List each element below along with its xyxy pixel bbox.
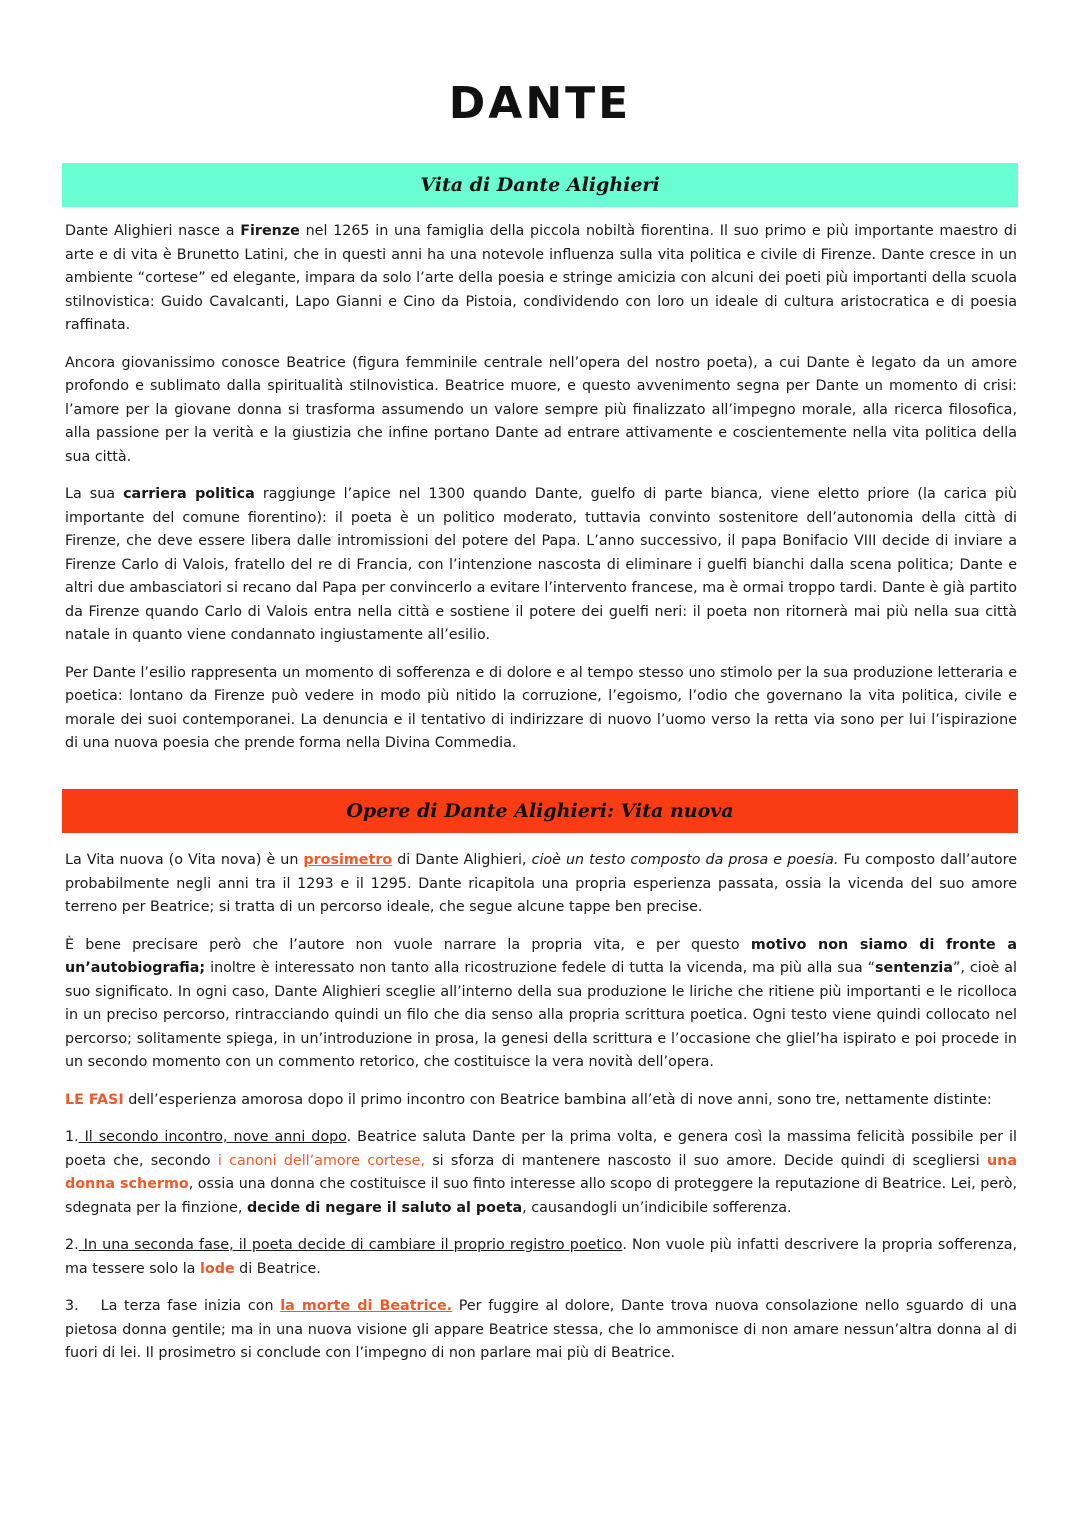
phase-item: 3. La terza fase inizia con la morte di Beatrice. Per fuggire al dolore, Dante trova nuova consolazione nello sguardo di una pietosa donna gentile; ma in una nuova visione gli appare Beatrice stessa, che lo ammonisce di non amare nessun’altra donna al di fuori di lei. Il prosimetro si conclude con l’impegno di non parlare mai più di Beatrice. xyxy=(65,1298,1017,1361)
paragraph: La sua carriera politica raggiunge l’apice nel 1300 quando Dante, guelfo di parte bianca, viene eletto priore (la carica più importante del comune fiorentino): il poeta è un politico moderato, tuttavia convinto sostenitore dell’autonomia della città di Firenze, che deve essere libera dalle intromissioni del potere del Papa. L’anno successivo, il papa Bonifacio VIII decide di inviare a Firenze Carlo di Valois, fratello del re di Francia, con l’intenzione nascosta di eliminare i guelfi bianchi dalla scena politica; Dante e altri due ambasciatori si recano dal Papa per convincerlo a evitare l’intervento francese, ma è ormai troppo tardi. Dante è già partito da Firenze quando Carlo di Valois entra nella città e sostiene il potere dei guelfi neri: il poeta non ritornerà mai più nella sua città natale in quanto viene condannato ingiustamente all’esilio. xyxy=(65,486,1017,643)
section-banner-opere xyxy=(62,789,1018,833)
page-title: DANTE xyxy=(448,78,632,129)
section-banner-vita xyxy=(62,163,1018,207)
paragraph: LE FASI dell’esperienza amorosa dopo il primo incontro con Beatrice bambina all’età di nove anni, sono tre, nettamente distinte: xyxy=(65,1091,992,1108)
section-heading-vita: Vita di Dante Alighieri xyxy=(420,174,660,196)
paragraph: Ancora giovanissimo conosce Beatrice (figura femminile centrale nell’opera del nostro poeta), a cui Dante è legato da un amore profondo e sublimato dalla spiritualità stilnovistica. Beatrice muore, e questo avvenimento segna per Dante un momento di crisi: l’amore per la giovane donna si trasforma assumendo un valore sempre più finalizzato all’impegno morale, alla ricerca filosofica, alla passione per la verità e la giustizia che infine portano Dante ad entrare attivamente e coscientemente nella vita politica della sua città. xyxy=(65,354,1017,465)
paragraph: È bene precisare però che l’autore non vuole narrare la propria vita, e per questo motivo non siamo di fronte a un’autobiografia; inoltre è interessato non tanto alla ricostruzione fedele di tutta la vicenda, ma più alla sua “sentenzia”, cioè al suo significato. In ogni caso, Dante Alighieri sceglie all’interno della sua produzione le liriche che ritiene più importanti e le ricolloca in un preciso percorso, rintracciando quindi un filo che dia senso alla propria scrittura poetica. Ogni testo viene quindi collocato nel percorso; solitamente spiega, in un’introduzione in prosa, la genesi della scrittura e l’occasione che gliel’ha ispirato e poi procede in un secondo momento con un commento retorico, che costituisce la vera novità dell’opera. xyxy=(65,936,1017,1070)
phase-item: 1. Il secondo incontro, nove anni dopo. Beatrice saluta Dante per la prima volta, e genera così la massima felicità possibile per il poeta che, secondo i canoni dell’amore cortese, si sforza di mantenere nascosto il suo amore. Decide quindi di scegliersi una donna schermo, ossia una donna che costituisce il suo finto interesse allo scopo di proteggere la reputazione di Beatrice. Lei, però, sdegnata per la finzione, decide di negare il saluto al poeta, causandogli un’indicibile sofferenza. xyxy=(65,1129,1018,1216)
section-opere-body xyxy=(65,849,1017,1380)
paragraph: Dante Alighieri nasce a Firenze nel 1265 in una famiglia della piccola nobiltà fiorentina. Il suo primo e più importante maestro di arte e di vita è Brunetto Latini, che in questi anni ha una notevole influenza sulla vita politica e civile di Firenze. Dante cresce in un ambiente “cortese” ed elegante, impara da solo l’arte della poesia e stringe amicizia con alcuni dei poeti più importanti della scuola stilnovistica: Guido Cavalcanti, Lapo Gianni e Cino da Pistoia, condividendo con loro un ideale di cultura aristocratica e di poesia raffinata. xyxy=(65,223,1017,333)
paragraph: Per Dante l’esilio rappresenta un momento di sofferenza e di dolore e al tempo stesso uno stimolo per la sua produzione letteraria e poetica: lontano da Firenze può vedere in modo più nitido la corruzione, l’egoismo, l’odio che governano la vita politica, civile e morale dei suoi contemporanei. La denuncia e il tentativo di indirizzare di nuovo l’uomo verso la retta via sono per lui l’ispirazione di una nuova poesia che prende forma nella Divina Commedia. xyxy=(65,664,1017,751)
phase-item: 2. In una seconda fase, il poeta decide di cambiare il proprio registro poetico. Non vuole più infatti descrivere la propria sofferenza, ma tessere solo la lode di Beatrice. xyxy=(65,1237,1017,1277)
section-vita-body xyxy=(65,220,1017,770)
paragraph: La Vita nuova (o Vita nova) è un prosimetro di Dante Alighieri, cioè un testo composto da prosa e poesia. Fu composto dall’autore probabilmente negli anni tra il 1293 e il 1295. Dante ricapitola una propria esperienza passata, ossia la vicenda del suo amore terreno per Beatrice; si tratta di un percorso ideale, che segue alcune tappe ben precise. xyxy=(65,852,1018,915)
prosimetro-term: prosimetro xyxy=(303,852,393,868)
le-fasi-label: LE FASI xyxy=(65,1091,124,1108)
section-heading-opere: Opere di Dante Alighieri: Vita nuova xyxy=(346,800,734,822)
